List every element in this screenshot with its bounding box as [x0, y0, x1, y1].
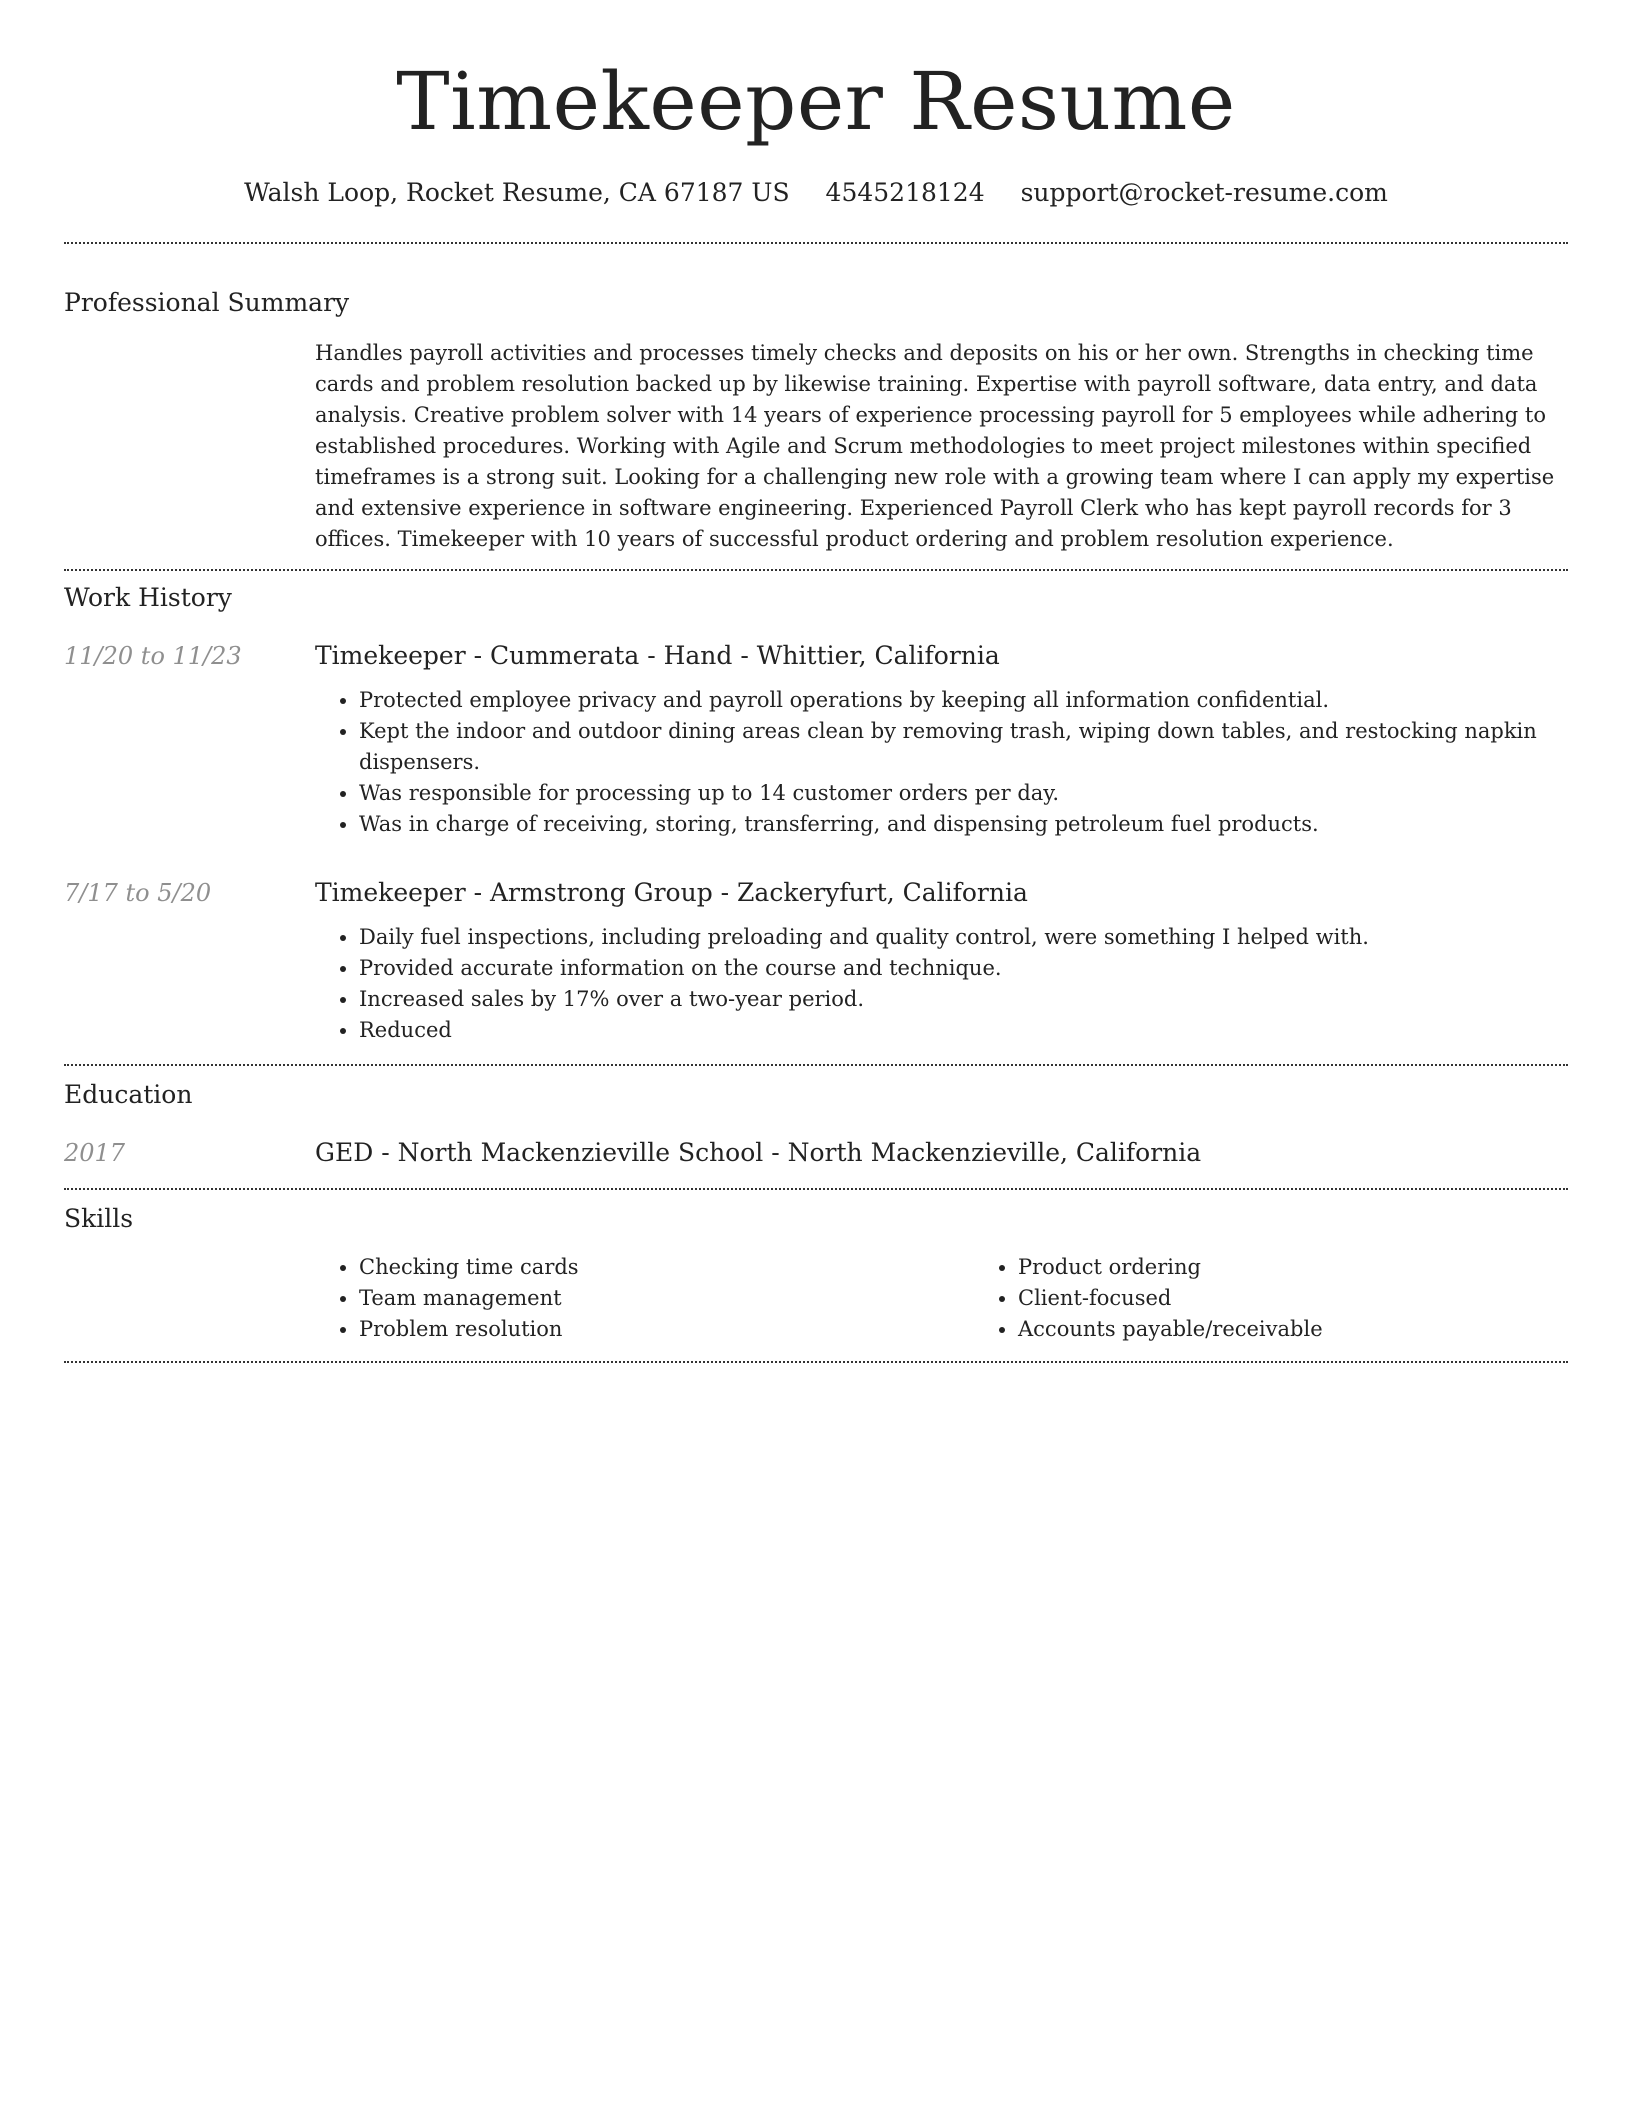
resume-page: [64, 0, 1568, 1363]
job-bullet: • Was in charge of receiving, storing, transferring, and dispensing petroleum fuel products.: [359, 809, 1568, 840]
job-bullet: • Protected employee privacy and payroll operations by keeping all information confidential.: [359, 685, 1568, 716]
skill-item: • Checking time cards: [359, 1252, 974, 1283]
education-section: [64, 1066, 1568, 1188]
skill-item: • Product ordering: [1018, 1252, 1632, 1283]
summary-heading: Professional Summary: [64, 288, 350, 317]
summary-section: [64, 244, 1568, 569]
skills-grid: [315, 1252, 1632, 1345]
education-entry: [64, 1136, 1568, 1188]
resume-title: Timekeeper Resume: [396, 55, 1236, 148]
skill-item: • Problem resolution: [359, 1314, 974, 1345]
education-heading-line: GED - North Mackenzieville School - North Mackenzieville, California: [315, 1138, 1202, 1167]
education-year: 2017: [64, 1139, 126, 1167]
job-bullets: [315, 922, 1568, 1046]
skills-column: [315, 1252, 974, 1345]
job-heading: Timekeeper - Cummerata - Hand - Whittier, California: [315, 641, 1000, 670]
job-dates: 7/17 to 5/20: [64, 879, 212, 907]
summary-body: [315, 338, 1568, 555]
contact-line: [64, 176, 1568, 210]
contact-email: support@rocket-resume.com: [1020, 178, 1388, 207]
skill-item: • Accounts payable/receivable: [1018, 1314, 1632, 1345]
skill-item: • Client-focused: [1018, 1283, 1632, 1314]
job-bullet: • Was responsible for processing up to 14 customer orders per day.: [359, 778, 1568, 809]
skill-item: • Team management: [359, 1283, 974, 1314]
skills-column: [974, 1252, 1632, 1345]
job-bullet: • Increased sales by 17% over a two-year period.: [359, 984, 1568, 1015]
summary-spacer: [64, 338, 315, 555]
skills-spacer: [64, 1252, 315, 1345]
summary-text: Handles payroll activities and processes timely checks and deposits on his or her own. Strengths in checking time cards and problem resolution backed up by likewise training. Expertise with payroll software, data entry, and data analysis. Creative problem solver with 14 years of experience processing payroll for 5 employees while adhering to established procedures. Working with Agile and Scrum methodologies to meet project milestones within specified timeframes is a strong suit. Looking for a challenging new role with a growing team where I can apply my expertise and extensive experience in software engineering. Experienced Payroll Clerk who has kept payroll records for 3 offices. Timekeeper with 10 years of successful product ordering and problem resolution experience.: [315, 341, 1555, 551]
summary-row: [64, 338, 1568, 569]
job-bullet: • Kept the indoor and outdoor dining areas clean by removing trash, wiping down tables, and restocking napkin dispensers.: [359, 716, 1568, 778]
skills-heading: Skills: [64, 1204, 134, 1233]
job-dates: 11/20 to 11/23: [64, 642, 242, 670]
job-entry: [64, 860, 1568, 1064]
job-heading: Timekeeper - Armstrong Group - Zackeryfurt, California: [315, 878, 1028, 907]
job-bullet: • Provided accurate information on the course and technique.: [359, 953, 1568, 984]
education-details: [315, 1136, 1568, 1170]
job-bullets: [315, 685, 1568, 840]
section-divider: [64, 1361, 1568, 1363]
skills-row: [64, 1252, 1568, 1361]
job-bullet: • Daily fuel inspections, including preloading and quality control, were something I helped with.: [359, 922, 1568, 953]
skills-section: [64, 1190, 1568, 1361]
job-details: [315, 639, 1568, 840]
contact-address: Walsh Loop, Rocket Resume, CA 67187 US: [244, 178, 790, 207]
education-heading: Education: [64, 1080, 193, 1109]
work-history-heading: Work History: [64, 583, 232, 612]
contact-phone: 4545218124: [825, 178, 985, 207]
job-bullet: • Reduced: [359, 1015, 1568, 1046]
job-entry: [64, 639, 1568, 860]
job-details: [315, 876, 1568, 1046]
work-history-section: [64, 571, 1568, 1064]
